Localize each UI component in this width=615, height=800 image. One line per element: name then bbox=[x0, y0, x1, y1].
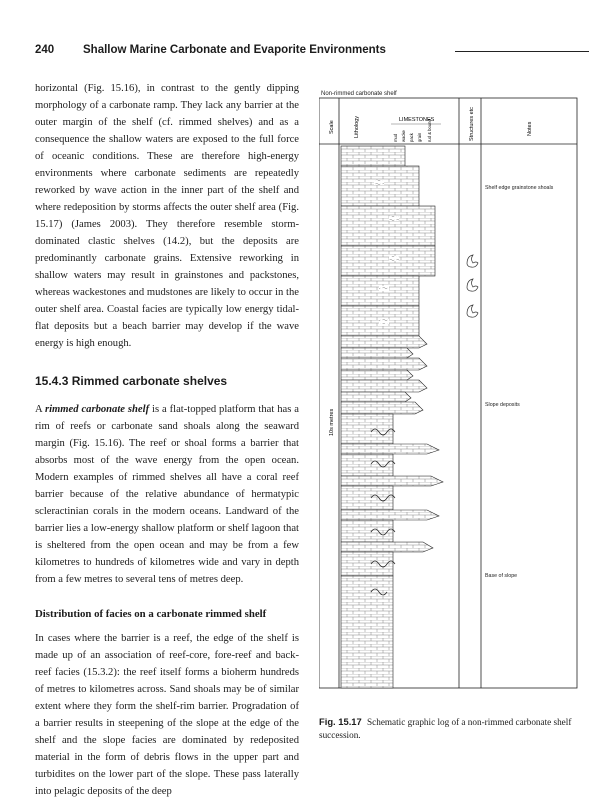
grain-label-mud: mud bbox=[393, 133, 398, 142]
grain-label-pack: pack bbox=[409, 133, 414, 142]
page-header bbox=[35, 44, 580, 62]
figure-caption bbox=[319, 716, 579, 742]
defined-term: rimmed carbonate shelf bbox=[44, 404, 150, 415]
scale-label: 10s metres bbox=[329, 408, 335, 436]
note-shelf-edge: Shelf edge grainstone shoals bbox=[485, 185, 554, 191]
grain-label-wacke: wacke bbox=[401, 130, 406, 142]
paragraph: A rimmed carbonate shelf is a flat-topped platform that has a rim of reefs or carbonate sand shoals along the seaward margin (Fig. 15.16). The reef or shoal forms a barrier that absorbs most of the wave energy from the open ocean. Modern examples of rimmed shelves all have a coral reef barrier because of the relative abundance of hermatypic scleractinian corals in the modern oceans. Landward of the barrier lies a low-energy shallow platform or shelf lagoon that is sheltered from the open ocean and may be from a few kilometres to hundreds of kilometres wide and vary in depth from a few metres to several tens of metres deep. bbox=[35, 404, 299, 585]
shoal-beds bbox=[341, 146, 435, 336]
figure-graphic-log bbox=[319, 86, 579, 701]
page-number: 240 bbox=[35, 44, 55, 56]
subsection-heading: Distribution of facies on a carbonate rimmed shelf bbox=[35, 608, 267, 620]
paragraph: In cases where the barrier is a reef, the edge of the shelf is made up of an association of reef-core, fore-reef and back-reef facies (15.3.2): the reef itself forms a bioherm hundreds of metres to kilometres across. Sand shoals may be of similar extent where they form the shelf-rim barrier. Progradation of a barrier results in steepening of the slope at the edge of the shelf and the slope facies are dominated by redeposited material in the form of debris flows in the upper part and turbidites on the lower part of the slope. These pass laterally into pelagic deposits of the deep bbox=[35, 633, 299, 797]
slope-beds bbox=[341, 414, 443, 576]
text-column bbox=[35, 80, 299, 800]
column-header-structures: Structures etc bbox=[469, 107, 475, 141]
caption-label: Fig. 15.17 bbox=[319, 716, 362, 727]
grain-label-rud-bound: rud & bound bbox=[427, 119, 432, 142]
fossil-symbols bbox=[467, 255, 478, 317]
storm-beds bbox=[341, 336, 427, 414]
running-title: Shallow Marine Carbonate and Evaporite Environments bbox=[83, 44, 386, 56]
note-slope-deposits: Slope deposits bbox=[485, 402, 520, 408]
basin-beds bbox=[341, 576, 393, 688]
limestones-label: LIMESTONES bbox=[399, 117, 435, 123]
grain-label-grain: grain bbox=[417, 132, 422, 142]
column-header-scale: Scale bbox=[329, 120, 335, 134]
section-heading: 15.4.3 Rimmed carbonate shelves bbox=[35, 374, 228, 388]
column-header-notes: Notes bbox=[527, 121, 533, 136]
note-base-of-slope: Base of slope bbox=[485, 573, 518, 579]
paragraph: horizontal (Fig. 15.16), in contrast to the gently dipping morphology of a carbonate ramp. They lack any barrier at the outer margin of the shelf (cf. rimmed shelves) and as a consequence the shallow waters are exposed to the full force of oceanic conditions. These are therefore high-energy environments where carbonate sediments are repeatedly reworked by wave action in the inner part of the shelf and where redeposition by storms affects the outer shelf area (Fig. 15.17) (James 2003). They therefore resemble storm-dominated clastic shelves (14.2), but the deposits are predominantly carbonate grains. Extensive reworking in shallow waters may result in grainstones and packstones, whereas wackestones and mudstones are likely to occur in the outer shelf area. Coastal facies are typically low energy tidal-flat deposits but a beach barrier may develop if the wave energy is high enough. bbox=[35, 83, 299, 349]
header-rule bbox=[455, 51, 589, 52]
figure-title: Non-rimmed carbonate shelf bbox=[321, 91, 397, 97]
caption-text: Schematic graphic log of a non-rimmed carbonate shelf succession. bbox=[319, 717, 572, 740]
column-header-lithology: Lithology bbox=[354, 115, 360, 138]
graphic-log-svg bbox=[319, 86, 579, 701]
